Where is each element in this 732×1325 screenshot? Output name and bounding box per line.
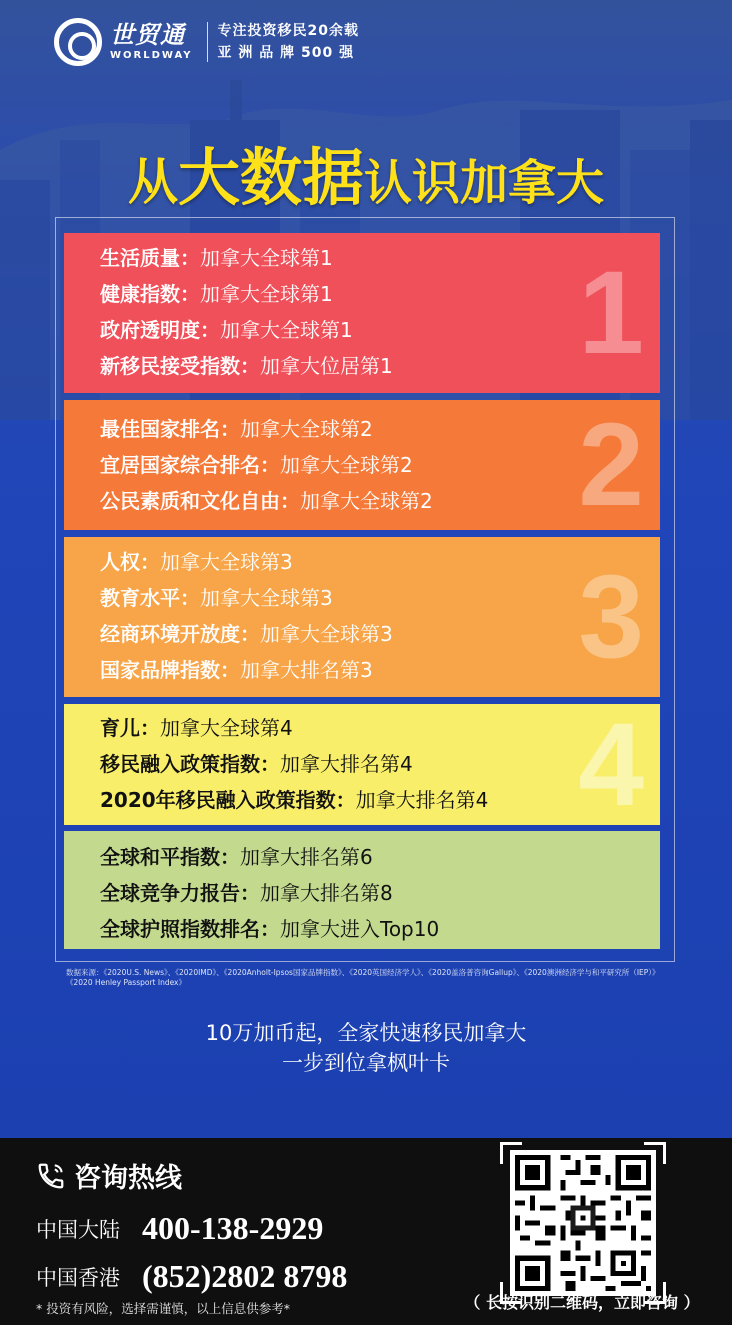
brand-header [54,16,359,68]
ranking-panel-2 [64,400,660,530]
rank-number-4: 4 [578,704,644,825]
phone-icon [36,1161,66,1191]
list-item: 人权：加拿大全球第3 [100,550,293,574]
hk-label: 中国香港 [36,1265,120,1290]
title-part-c: 认识加拿大 [364,155,605,211]
worldway-logo-icon [54,18,102,66]
list-item: 公民素质和文化自由：加拿大全球第2 [100,489,433,513]
rank-number-3: 3 [578,551,644,683]
qr-code-icon [510,1150,656,1296]
hotline-title: 咨询热线 [74,1163,182,1194]
list-item: 教育水平：加拿大全球第3 [100,586,333,610]
brand-tagline-2: 亚 洲 品 牌 500 强 [217,45,355,61]
hk-hotline [36,1258,347,1295]
list-item: 健康指数：加拿大全球第1 [100,282,333,306]
ranking-panel-4 [64,704,660,825]
ranking-panel-5 [64,831,660,949]
hotline-heading [36,1156,182,1195]
brand-name-en: WORLDWAY [110,50,193,61]
mainland-phone-number[interactable]: 400-138-2929 [142,1210,324,1246]
qr-code[interactable] [510,1150,656,1296]
title-part-b: 大数据 [177,141,364,214]
slogan-line-2: 一步到位拿枫叶卡 [282,1051,450,1075]
list-item: 宜居国家综合排名：加拿大全球第2 [100,453,413,477]
brand-tagline-1: 专注投资移民20余载 [217,23,359,39]
ranking-panel-1 [64,233,660,393]
list-item: 生活质量：加拿大全球第1 [100,246,333,270]
brand-name-cn: 世贸通 [110,21,185,49]
list-item: 育儿：加拿大全球第4 [100,716,293,740]
contact-footer [0,1138,732,1325]
list-item: 国家品牌指数：加拿大排名第3 [100,658,373,682]
title-part-a: 从 [127,153,178,211]
list-item: 全球护照指数排名：加拿大进入Top10 [100,917,440,941]
ranking-panel-3 [64,537,660,697]
brand-tagline [218,20,359,64]
risk-disclaimer: * 投资有风险，选择需谨慎，以上信息供参考* [36,1301,290,1316]
page-title [0,128,732,217]
hk-phone-number[interactable]: (852)2802 8798 [142,1258,348,1294]
brand-divider [207,22,208,62]
brand-name [110,23,193,61]
qr-caption: （ 长按识别二维码，立即咨询 ） [464,1293,700,1312]
mainland-label: 中国大陆 [36,1217,120,1242]
list-item: 政府透明度：加拿大全球第1 [100,318,353,342]
list-item: 全球和平指数：加拿大排名第6 [100,845,373,869]
list-item: 新移民接受指数：加拿大位居第1 [100,354,393,378]
list-item: 最佳国家排名：加拿大全球第2 [100,417,373,441]
slogan-line-1: 10万加币起，全家快速移民加拿大 [205,1021,527,1045]
rank-number-2: 2 [578,400,644,530]
list-item: 移民融入政策指数：加拿大排名第4 [100,752,413,776]
slogan [0,1018,732,1078]
rank-number-1: 1 [578,247,644,379]
list-item: 2020年移民融入政策指数：加拿大排名第4 [100,788,489,812]
data-sources-note: 数据来源：《2020U.S. News》、《2020IMD》、《2020Anholt-Ipsos国家品牌指数》、《2020英国经济学人》、《2020盖洛普咨询Gallup》、《2020澳洲经济学与和平研究所（IEP）》《2020 Henley Passport Index》 [66,968,660,987]
list-item: 全球竞争力报告：加拿大排名第8 [100,881,393,905]
mainland-hotline [36,1210,323,1247]
list-item: 经商环境开放度：加拿大全球第3 [100,622,393,646]
